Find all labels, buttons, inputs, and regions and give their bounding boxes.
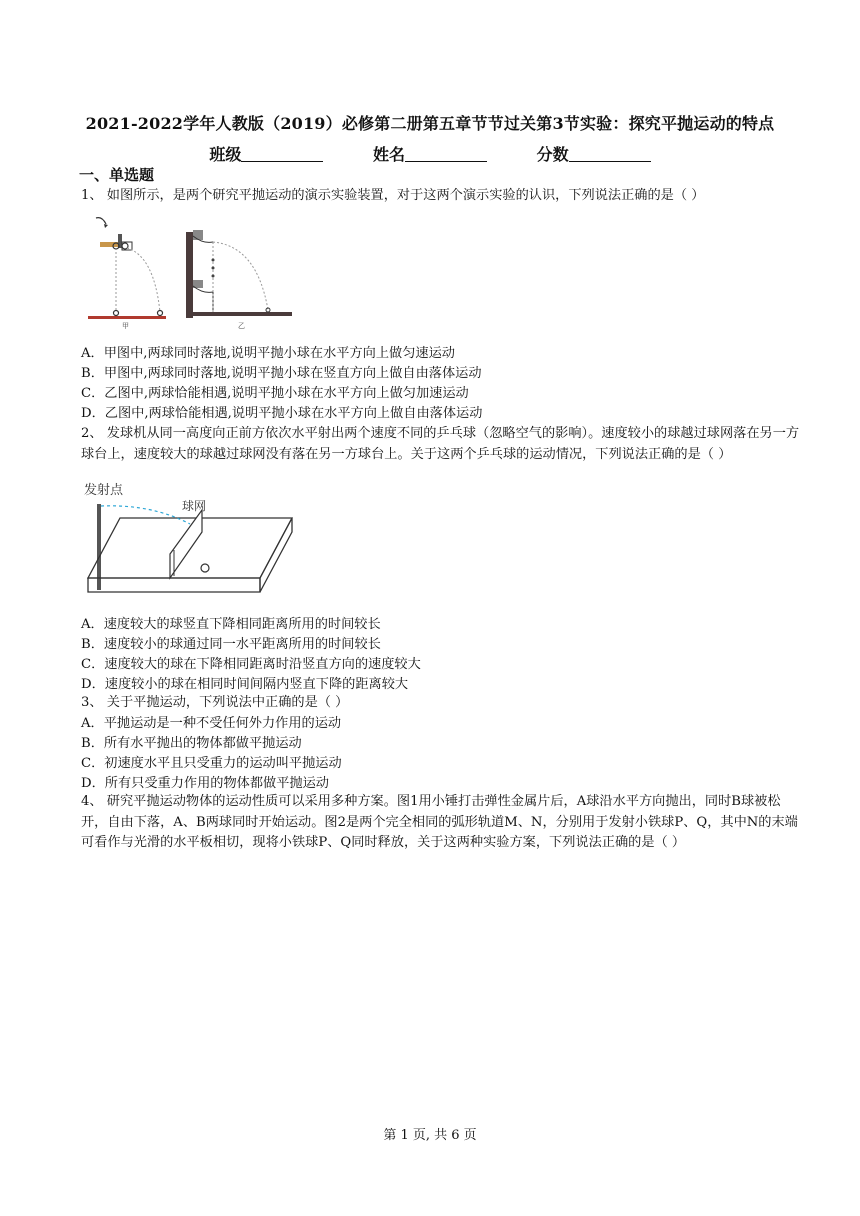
question-2-option-d: D．速度较小的球在相同时间间隔内竖直下降的距离较大 [81, 677, 409, 692]
score-label: 分数 [536, 145, 569, 164]
figure-yi-label: 乙 [238, 322, 245, 330]
question-2-option-b: B．速度较小的球通过同一水平距离所用的时间较长 [81, 637, 381, 652]
question-3-option-a: A．平抛运动是一种不受任何外力作用的运动 [81, 716, 342, 731]
figure-jia-apparatus [88, 218, 166, 330]
page-footer: 第 1 页, 共 6 页 [383, 1128, 477, 1143]
figure-jia-label: 甲 [122, 322, 129, 330]
score-blank [569, 147, 651, 162]
class-field [209, 142, 323, 165]
question-1-option-b: B．甲图中,两球同时落地,说明平抛小球在竖直方向上做自由落体运动 [81, 366, 482, 381]
question-4-stem: 4、 研究平抛运动物体的运动性质可以采用多种方案。图1用小锤打击弹性金属片后，A球沿水平方向抛出，同时B球被松开，自由下落，A、B两球同时开始运动。图2是两个完全相同的弧形轨道M、N，分别用于发射小铁球P、Q，其中N的末端可看作与光滑的水平板相切，现将小铁球P、Q同时释放，关于这两种实验方案，下列说法正确的是（ ） [81, 794, 798, 850]
class-blank [241, 147, 323, 162]
question-3-stem: 3、 关于平抛运动，下列说法中正确的是（ ） [81, 695, 349, 710]
question-1-figure [82, 212, 302, 332]
question-1-option-c: C．乙图中,两球恰能相遇,说明平抛小球在水平方向上做匀加速运动 [81, 386, 469, 401]
question-3-option-c: C．初速度水平且只受重力的运动叫平抛运动 [81, 756, 342, 771]
section-heading: 一、单选题 [79, 166, 155, 184]
launch-point-label: 发射点 [84, 483, 124, 498]
question-2-option-c: C．速度较大的球在下降相同距离时沿竖直方向的速度较大 [81, 657, 421, 672]
question-1-option-a: A．甲图中,两球同时落地,说明平抛小球在水平方向上做匀速运动 [81, 346, 455, 361]
question-2-stem: 2、 发球机从同一高度向正前方依次水平射出两个速度不同的乒乓球（忽略空气的影响）。速度较小的球越过球网落在另一方球台上，速度较大的球越过球网没有落在另一方球台上。关于这两个乒乓球的运动情况，下列说法正确的是（ ） [81, 426, 800, 462]
figure-yi-apparatus [186, 230, 292, 330]
net-label: 球网 [182, 499, 207, 513]
question-1-option-d: D．乙图中,两球恰能相遇,说明平抛小球在水平方向上做自由落体运动 [81, 406, 483, 421]
student-info-fields [0, 142, 860, 165]
question-2-option-a: A．速度较大的球竖直下降相同距离所用的时间较长 [81, 617, 381, 632]
class-label: 班级 [209, 145, 242, 164]
page-title: 2021-2022学年人教版（2019）必修第二册第五章节节过关第3节实验：探究平抛运动的特点 [85, 114, 775, 133]
name-label: 姓名 [372, 145, 405, 164]
question-3-option-b: B．所有水平抛出的物体都做平抛运动 [81, 736, 302, 751]
question-3-option-d: D．所有只受重力作用的物体都做平抛运动 [81, 776, 329, 791]
score-field [537, 142, 651, 165]
question-2-figure [82, 480, 297, 600]
question-1-stem: 1、 如图所示，是两个研究平抛运动的演示实验装置，对于这两个演示实验的认识，下列说法正确的是（ ） [81, 188, 705, 203]
name-field [373, 142, 487, 165]
name-blank [405, 147, 487, 162]
